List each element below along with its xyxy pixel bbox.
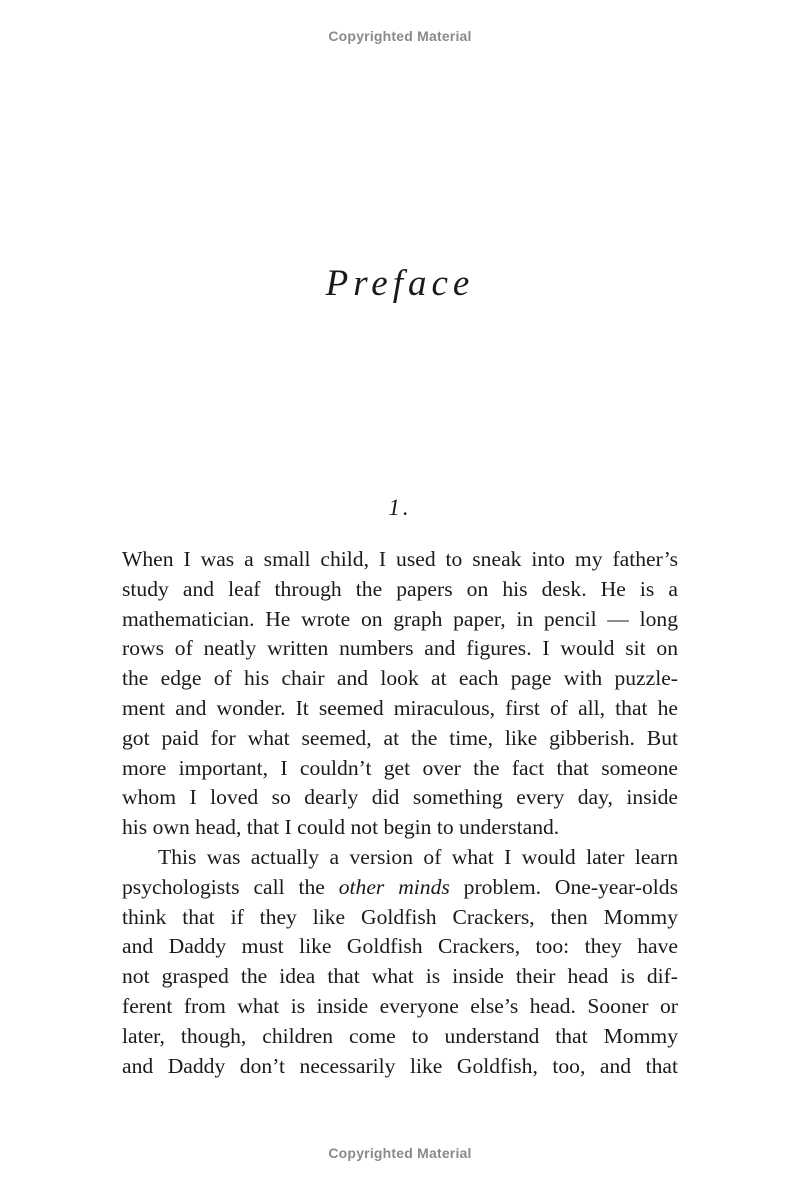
- text-line: not grasped the idea that what is inside their head is dif-: [122, 964, 678, 989]
- text-line: think that if they like Goldfish Crackers, then Mommy: [122, 904, 678, 929]
- text-line: study and leaf through the papers on his desk. He is a: [122, 576, 678, 601]
- chapter-title: Preface: [325, 263, 475, 304]
- italic-term: other minds: [338, 874, 450, 899]
- text-line: later, though, children come to understand that Mommy: [122, 1023, 678, 1048]
- body-text: [122, 545, 678, 1081]
- text-line: and Daddy don’t necessarily like Goldfish, too, and that: [122, 1053, 678, 1078]
- text-line: ferent from what is inside everyone else’s head. Sooner or: [122, 993, 678, 1018]
- text-line: mathematician. He wrote on graph paper, in pencil — long: [122, 606, 678, 631]
- text-line: his own head, that I could not begin to understand.: [122, 815, 560, 840]
- text-line: the edge of his chair and look at each page with puzzle-: [122, 666, 678, 691]
- text-line: This was actually a version of what I would later learn: [158, 844, 678, 869]
- text-line-with-italic: [122, 873, 678, 903]
- text-line: ment and wonder. It seemed miraculous, first of all, that he: [122, 695, 678, 720]
- copyright-header: Copyrighted Material: [328, 28, 472, 44]
- text-line: When I was a small child, I used to sneak into my father’s: [122, 547, 678, 571]
- text-segment: problem. One-year-olds: [449, 874, 678, 899]
- copyright-footer: Copyrighted Material: [328, 1145, 472, 1161]
- text-line: whom I loved so dearly did something every day, inside: [122, 785, 678, 810]
- section-number: 1.: [388, 495, 412, 520]
- text-line: got paid for what seemed, at the time, like gibberish. But: [122, 725, 678, 750]
- text-line: more important, I couldn’t get over the fact that someone: [122, 755, 678, 780]
- text-segment: psychologists call the: [122, 874, 339, 899]
- text-line: and Daddy must like Goldfish Crackers, too: they have: [122, 934, 678, 959]
- text-line: rows of neatly written numbers and figures. I would sit on: [122, 636, 678, 661]
